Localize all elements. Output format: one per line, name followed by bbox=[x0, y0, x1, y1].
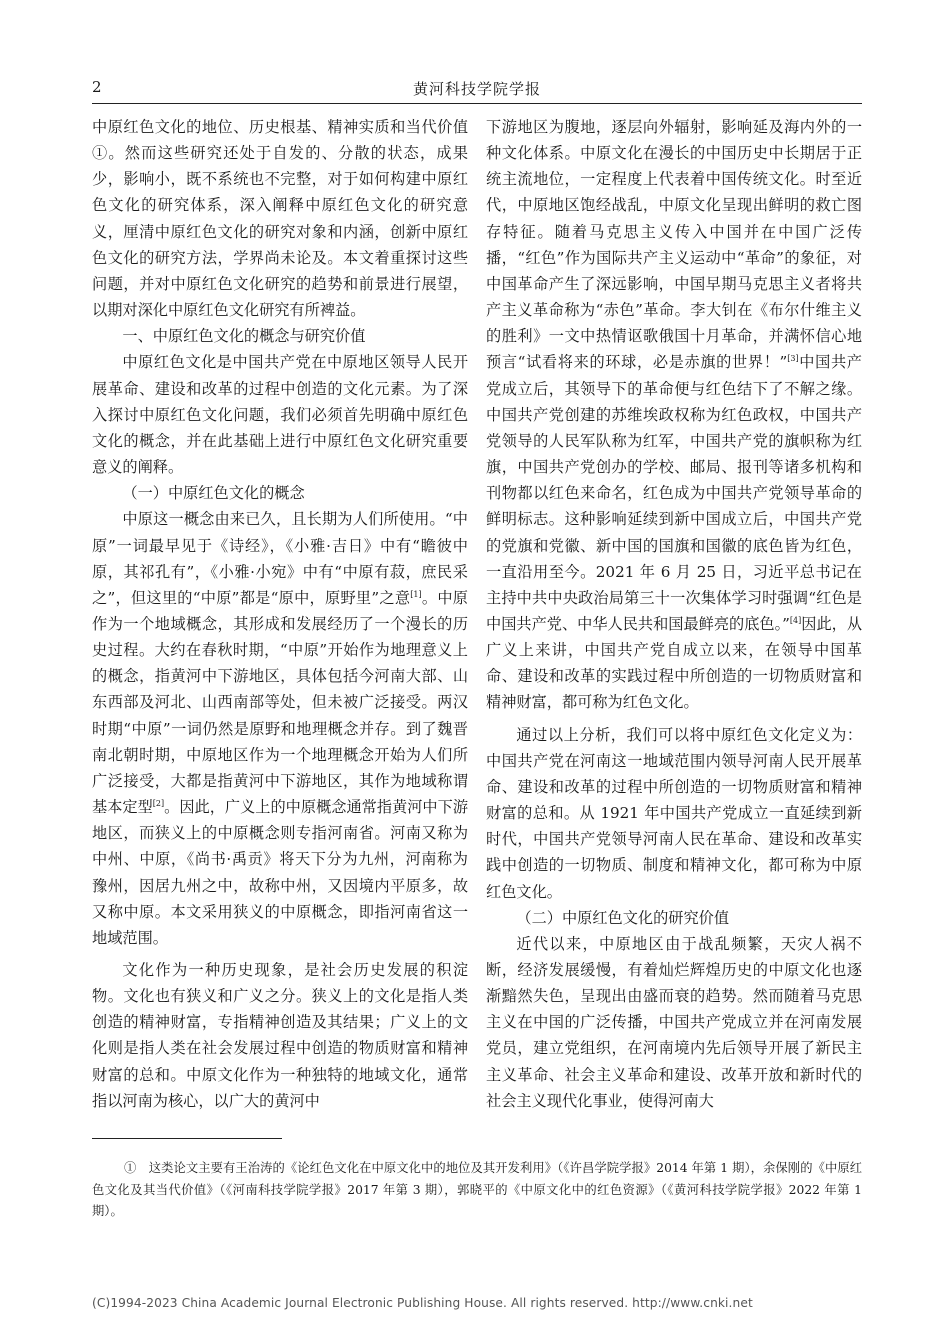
citation-ref-1: [1] bbox=[410, 589, 422, 599]
journal-title: 黄河科技学院学报 bbox=[412, 80, 541, 98]
copyright-notice: (C)1994-2023 China Academic Journal Electronic Publishing House. All rights reserved. http://www.cnki.net bbox=[92, 1296, 753, 1310]
header-divider bbox=[92, 103, 862, 104]
right-paragraph-3: 近代以来，中原地区由于战乱频繁，天灾人祸不断，经济发展缓慢，有着灿烂辉煌历史的中原文化也逐渐黯然失色，呈现出由盛而衰的趋势。然而随着马克思主义在中国的广泛传播，中国共产党成立并在河南发展党员，建立党组织，在河南境内先后领导开展了新民主主义革命、社会主义革命和建设、改革开放和新时代的社会主义现代化事业，使得河南大 bbox=[486, 934, 862, 1110]
right-paragraph-2: 通过以上分析，我们可以将中原红色文化定义为：中国共产党在河南这一地域范围内领导河南人民开展革命、建设和改革的过程中所创造的一切物质财富和精神财富的总和。从 1921 年中国共产党成立一直延续到新时代，中国共产党领导河南人民在革命、建设和改革实践中创造的一切物质、制度和精神文化，都可称为中原红色文化。 bbox=[486, 725, 862, 901]
paragraph-text: 。因此，广义上的中原概念通常指黄河中下游地区，而狭义上的中原概念则专指河南省。河南又称为中州、中原，《尚书·禹贡》将天下分为九州，河南称为豫州，因居九州之中，故称中州，又因境内平原多，故又称中原。本文采用狭义的中原概念，即指河南省这一地域范围。 bbox=[92, 798, 469, 947]
citation-ref-2: [2] bbox=[152, 799, 165, 808]
page-header bbox=[92, 78, 862, 100]
left-paragraph-1: 中原红色文化的地位、历史根基、精神实质和当代价值①。然而这些研究还处于自发的、分散的状态，成果少，影响小，既不系统也不完整，对于如何构建中原红色文化的研究体系，深入阐释中原红色文化的研究意义，厘清中原红色文化的研究对象和内涵，创新中原红色文化的研究方法，学界尚未论及。本文着重探讨这些问题，并对中原红色文化研究的趋势和前景进行展望，以期对深化中原红色文化研究有所裨益。 bbox=[92, 118, 468, 320]
left-paragraph-3 bbox=[92, 506, 468, 951]
section-heading-1: 一、中原红色文化的概念与研究价值 bbox=[122, 327, 366, 346]
page-number: 2 bbox=[92, 78, 102, 96]
footnote-divider bbox=[92, 1138, 282, 1139]
paragraph-text: 中国共产党成立后，其领导下的革命便与红色结下了不解之缘。中国共产党创建的苏维埃政权称为红色政权，中国共产党领导的人民军队称为红军，中国共产党的旗帜称为红旗，中国共产党创办的学校、邮局、报刊等诸多机构和刊物都以红色来命名，红色成为中国共产党领导革命的鲜明标志。这种影响延续到新中国成立后，中国共产党的党旗和党徽、新中国的国旗和国徽的底色皆为红色，一直沿用至今。2021 年 6 月 25 日，习近平总书记在主持中共中央政治局第三十一次集体学习时强调“红色是中国共产党、中华人民共和国最鲜亮的底色。” bbox=[486, 353, 862, 633]
right-column bbox=[486, 114, 862, 1114]
paragraph-text: 。中原作为一个地域概念，其形成和发展经历了一个漫长的历史过程。大约在春秋时期，“中原”开始作为地理意义上的概念，指黄河中下游地区，具体包括今河南大部、山东西部及河北、山西南部等处，但未被广泛接受。两汉时期“中原”一词仍然是原野和地理概念并存。到了魏晋南北朝时期，中原地区作为一个地理概念开始为人们所广泛接受，大都是指黄河中下游地区，其作为地域称谓基本定型 bbox=[92, 588, 468, 817]
footnote: ① 这类论文主要有王治涛的《论红色文化在中原文化中的地位及其开发利用》（《许昌学院学报》2014 年第 1 期），余保刚的《中原红色文化及其当代价值》（《河南科技学院学报》2017 年第 3 期），郭晓平的《中原文化中的红色资源》（《黄河科技学院学报》2022 年第 1 期）。 bbox=[92, 1161, 862, 1218]
subsection-heading-2: （二）中原红色文化的研究价值 bbox=[516, 908, 730, 927]
paragraph-text: 因此，从广义上来讲，中国共产党自成立以来，在领导中国革命、建设和改革的实践过程中所创造的一切物质财富和精神财富，都可称为红色文化。 bbox=[486, 614, 863, 712]
subsection-heading-1: （一）中原红色文化的概念 bbox=[122, 484, 305, 503]
left-column bbox=[92, 114, 468, 1114]
paragraph-text: 中原这一概念由来已久，且长期为人们所使用。“中原”一词最早见于《诗经》，《小雅·吉日》中有“瞻彼中原，其祁孔有”，《小雅·小宛》中有“中原有菽，庶民采之”，但这里的“中原”都是“原中，原野里”之意 bbox=[92, 510, 468, 607]
right-paragraph-1 bbox=[486, 114, 862, 716]
citation-ref-3: [3] bbox=[787, 354, 799, 364]
paragraph-text: 下游地区为腹地，逐层向外辐射，影响延及海内外的一种文化体系。中原文化在漫长的中国历史中长期居于正统主流地位，一定程度上代表着中国传统文化。时至近代，中原地区饱经战乱，中原文化呈现出鲜明的救亡图存特征。随着马克思主义传入中国并在中国广泛传播，“红色”作为国际共产主义运动中“革命”的象征，对中国革命产生了深远影响，中国早期马克思主义者将共产主义革命称为“赤色”革命。李大钊在《布尔什维主义的胜利》一文中热情讴歌俄国十月革命，并满怀信心地预言“试看将来的环球，必是赤旗的世界！” bbox=[486, 118, 862, 372]
citation-ref-4: [4] bbox=[789, 615, 802, 625]
left-paragraph-4: 文化作为一种历史现象，是社会历史发展的积淀物。文化也有狭义和广义之分。狭义上的文化是指人类创造的精神财富，专指精神创造及其结果；广义上的文化则是指人类在社会发展过程中创造的物质财富和精神财富的总和。中原文化作为一种独特的地域文化，通常指以河南为核心，以广大的黄河中 bbox=[92, 961, 468, 1110]
left-paragraph-2: 中原红色文化是中国共产党在中原地区领导人民开展革命、建设和改革的过程中创造的文化元素。为了深入探讨中原红色文化问题，我们必须首先明确中原红色文化的概念，并在此基础上进行中原红色文化研究重要意义的阐释。 bbox=[92, 353, 468, 477]
